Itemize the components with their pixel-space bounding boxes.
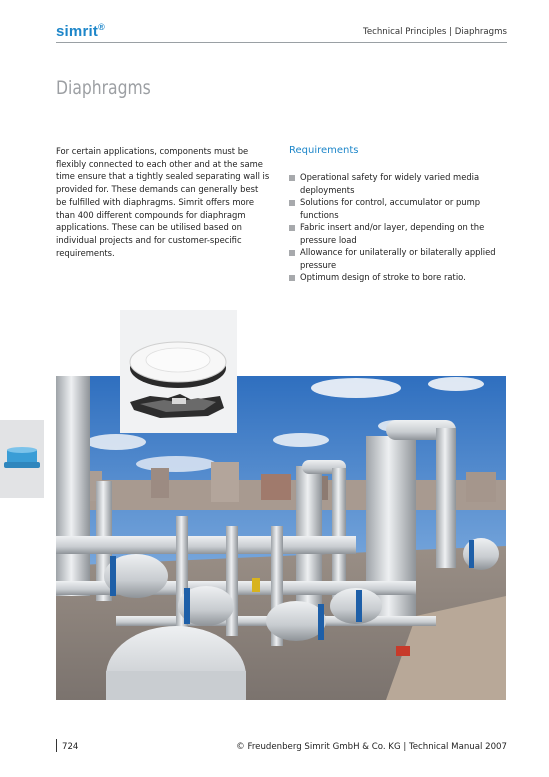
list-item-text: Optimum design of stroke to bore ratio. <box>300 272 466 282</box>
square-bullet-icon <box>289 225 295 231</box>
requirements-list <box>289 171 514 284</box>
section-breadcrumb: Technical Principles | Diaphragms <box>363 27 507 37</box>
diaphragm-product-photo <box>120 310 237 433</box>
list-item-text: Solutions for control, accumulator or pump functions <box>300 197 481 220</box>
list-item <box>289 271 514 284</box>
logo-text: simrit <box>56 23 99 40</box>
simrit-logo <box>56 22 105 40</box>
diaphragm-thumbnail-icon <box>0 420 44 498</box>
chapter-side-tab <box>0 420 44 498</box>
footer-marker <box>56 739 57 752</box>
square-bullet-icon <box>289 275 295 281</box>
intro-paragraph: For certain applications, components must be flexibly connected to each other and at the same time ensure that a tightly sealed separating wall is provided for. These demands can generally best be fulfilled with diaphragms. Simrit offers more than 400 different compounds for diaphragm applications. These can be utilised based on individual projects and for customer-specific requirements. <box>56 146 270 258</box>
list-item <box>289 196 514 221</box>
page-title: Diaphragms <box>56 77 151 99</box>
square-bullet-icon <box>289 250 295 256</box>
square-bullet-icon <box>289 200 295 206</box>
list-item <box>289 171 514 196</box>
requirements-heading: Requirements <box>289 145 359 156</box>
list-item-text: Operational safety for widely varied media deployments <box>300 172 480 195</box>
square-bullet-icon <box>289 175 295 181</box>
logo-registered-mark: ® <box>98 22 105 32</box>
list-item-text: Fabric insert and/or layer, depending on the pressure load <box>300 222 485 245</box>
header-divider <box>56 42 507 43</box>
page-number: 724 <box>62 742 79 752</box>
list-item <box>289 246 514 271</box>
list-item-text: Allowance for unilaterally or bilaterally applied pressure <box>300 247 496 270</box>
list-item <box>289 221 514 246</box>
footer-copyright: © Freudenberg Simrit GmbH & Co. KG | Technical Manual 2007 <box>236 742 507 752</box>
